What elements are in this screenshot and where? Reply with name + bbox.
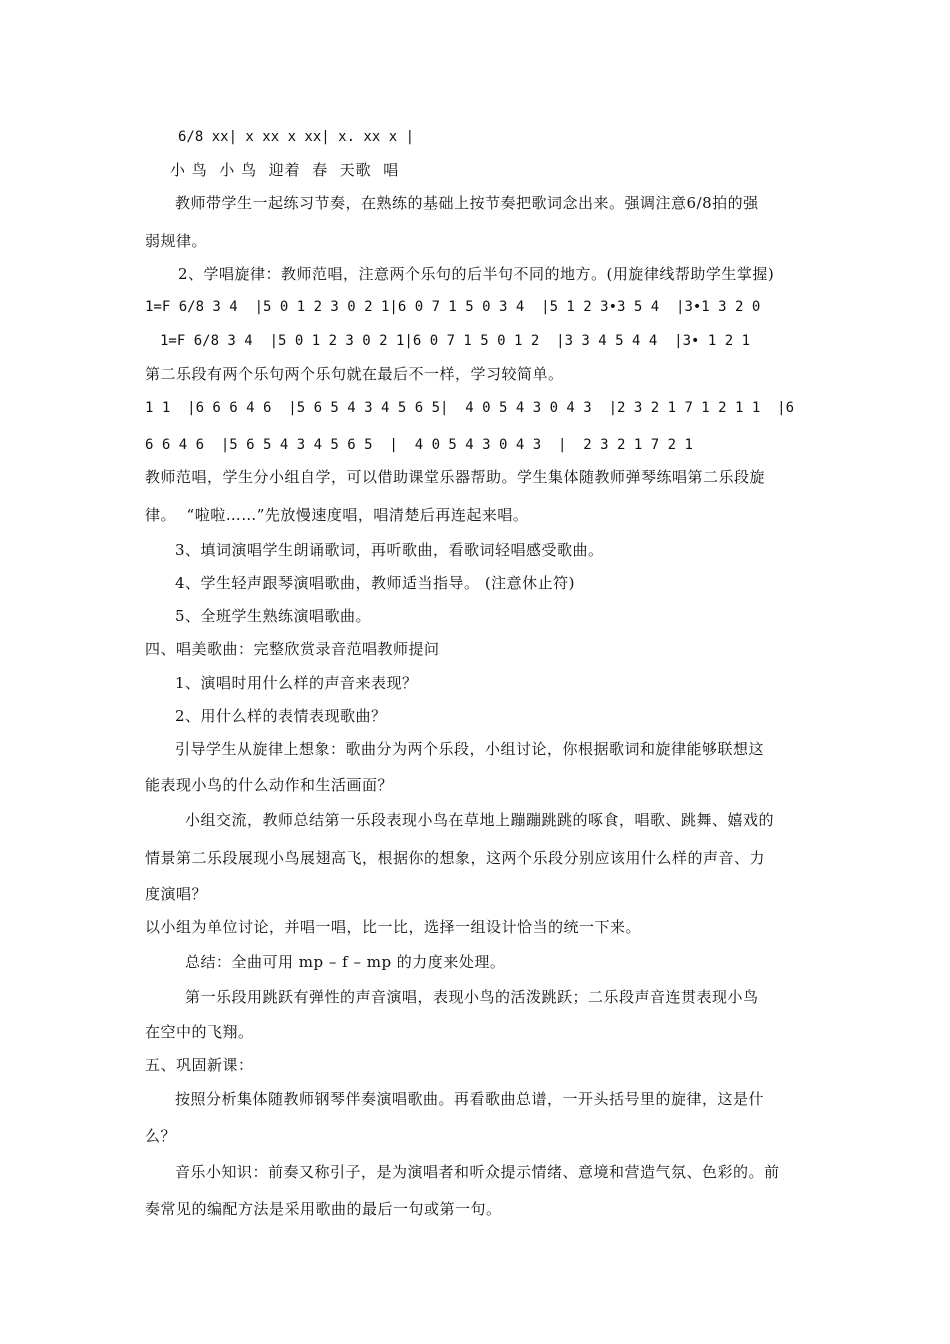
paragraph-line: 小组交流，教师总结第一乐段表现小鸟在草地上蹦蹦跳跳的啄食，唱歌、跳舞、嬉戏的 <box>185 811 775 829</box>
notation-line: 1 1 |6 6 6 4 6 |5 6 5 4 3 4 5 6 5| 4 0 5 4 3 0 4 3 |2 3 2 1 7 1 2 1 1 |6 <box>145 400 795 416</box>
rhythm-line: 6/8 xx| x xx x xx| x. xx x | <box>178 129 415 145</box>
notation-line: 1=F 6/8 3 4 |5 0 1 2 3 0 2 1|6 0 7 1 5 0 1 2 |3 3 4 5 4 4 |3• 1 2 1 <box>160 333 751 349</box>
paragraph-line: 在空中的飞翔。 <box>145 1023 254 1041</box>
paragraph-line: 总结：全曲可用 mp – f – mp 的力度来处理。 <box>185 953 506 971</box>
paragraph-line: 引导学生从旋律上想象：歌曲分为两个乐段，小组讨论，你根据歌词和旋律能够联想这 <box>175 740 765 758</box>
section-heading: 五、巩固新课： <box>145 1056 254 1074</box>
paragraph-line: 按照分析集体随教师钢琴伴奏演唱歌曲。再看歌曲总谱，一开头括号里的旋律，这是什 <box>175 1090 765 1108</box>
paragraph-line: 2、用什么样的表情表现歌曲？ <box>175 707 387 725</box>
paragraph-line: 律。 “啦啦……”先放慢速度唱，唱清楚后再连起来唱。 <box>145 506 529 524</box>
paragraph-line: 么？ <box>145 1127 177 1145</box>
section-heading: 四、唱美歌曲：完整欣赏录音范唱教师提问 <box>145 640 440 658</box>
paragraph-line: 能表现小鸟的什么动作和生活画面？ <box>145 776 394 794</box>
lyrics-line: 小 鸟 小 鸟 迎着 春 天歌 唱 <box>170 161 400 179</box>
notation-line: 6 6 4 6 |5 6 5 4 3 4 5 6 5 | 4 0 5 4 3 0 4 3 | 2 3 2 1 7 2 1 <box>145 437 693 453</box>
paragraph-line: 3、填词演唱学生朗诵歌词，再听歌曲，看歌词轻唱感受歌曲。 <box>175 541 604 559</box>
paragraph-line: 以小组为单位讨论，并唱一唱，比一比，选择一组设计恰当的统一下来。 <box>145 918 642 936</box>
paragraph-line: 1、演唱时用什么样的声音来表现？ <box>175 674 418 692</box>
paragraph-line: 度演唱？ <box>145 885 208 903</box>
paragraph-line: 4、学生轻声跟琴演唱歌曲，教师适当指导。 (注意休止符) <box>175 574 576 592</box>
paragraph-line: 奏常见的编配方法是采用歌曲的最后一句或第一句。 <box>145 1200 502 1218</box>
paragraph-line: 情景第二乐段展现小鸟展翅高飞，根据你的想象，这两个乐段分别应该用什么样的声音、力 <box>145 849 766 867</box>
paragraph-line: 教师带学生一起练习节奏，在熟练的基础上按节奏把歌词念出来。强调注意6/8拍的强 <box>175 194 759 212</box>
paragraph-line: 音乐小知识：前奏又称引子，是为演唱者和听众提示情绪、意境和营造气氛、色彩的。前 <box>175 1163 780 1181</box>
paragraph-line: 教师范唱，学生分小组自学，可以借助课堂乐器帮助。学生集体随教师弹琴练唱第二乐段旋 <box>145 468 766 486</box>
paragraph-line: 2、学唱旋律：教师范唱，注意两个乐句的后半句不同的地方。(用旋律线帮助学生掌握) <box>178 265 775 283</box>
paragraph-line: 5、全班学生熟练演唱歌曲。 <box>175 607 372 625</box>
paragraph-line: 第一乐段用跳跃有弹性的声音演唱，表现小鸟的活泼跳跃；二乐段声音连贯表现小鸟 <box>185 988 759 1006</box>
paragraph-line: 弱规律。 <box>145 232 208 250</box>
paragraph-line: 第二乐段有两个乐句两个乐句就在最后不一样，学习较简单。 <box>145 365 564 383</box>
notation-line: 1=F 6/8 3 4 |5 0 1 2 3 0 2 1|6 0 7 1 5 0 3 4 |5 1 2 3•3 5 4 |3•1 3 2 0 <box>145 299 761 315</box>
